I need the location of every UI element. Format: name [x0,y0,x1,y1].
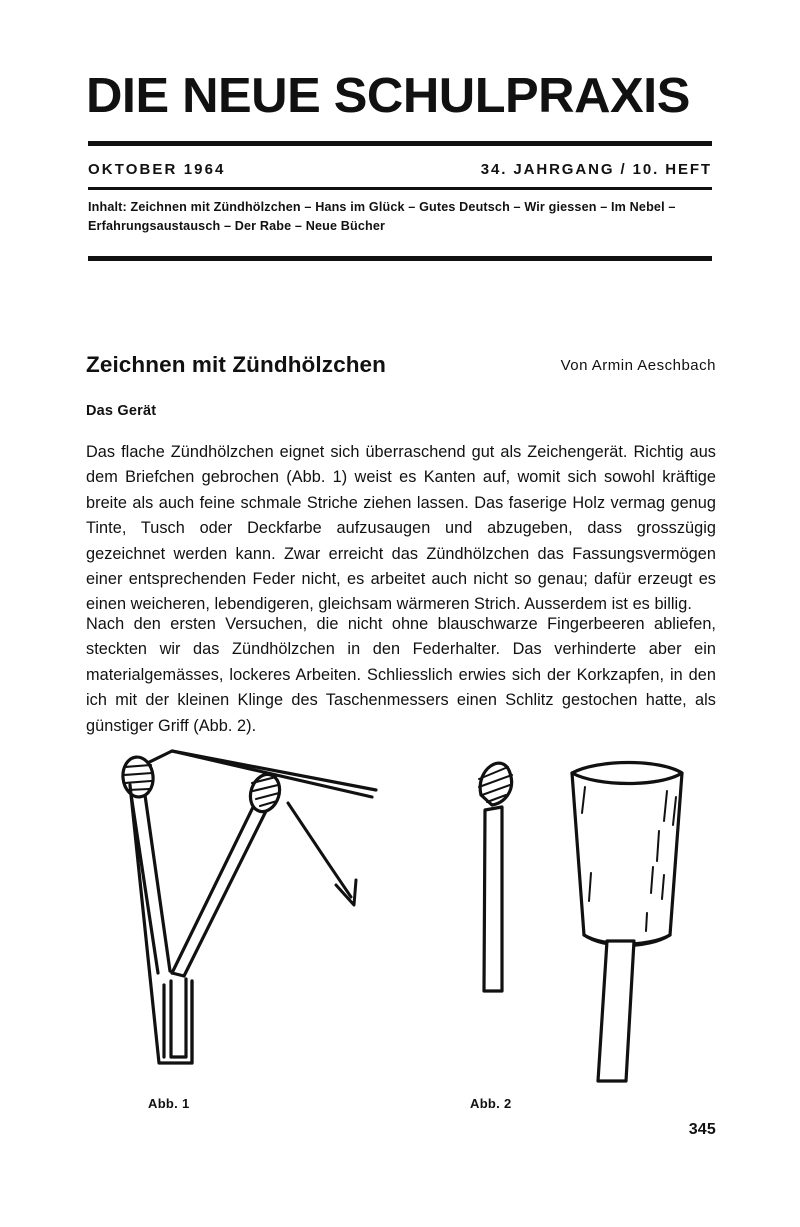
cork-body [572,763,682,945]
contents-label: Inhalt: [88,200,127,214]
figure-2-caption: Abb. 2 [470,1096,512,1111]
paragraph-text: Das flache Zündhölzchen eignet sich überraschend gut als Zeichengerät. Richtig aus dem Briefchen gebrochen (Abb. 1) weist es Kanten auf, womit sich sowohl kräftige breite als auch feine schmale Striche ziehen lassen. Das faserige Holz vermag genug Tinte, Tusch oder Deckfarbe aufzusaugen und abzugeben, dass grosszügig gezeichnet werden kann. Zwar erreicht das Zündhölzchen das Fassungsvermögen einer entsprechenden Feder nicht, es arbeitet auch nicht so genau; dafür erzeugt es einen weicheren, lebendigeren, gleichsam wärmeren Strich. Ausserdem ist es billig. [86,443,716,614]
article-subheading: Das Gerät [86,403,157,419]
matchbook-with-broken-match-illustration [100,745,400,1075]
match-broken-edge-inner [184,803,270,976]
issue-date: OKTOBER 1964 [88,160,226,178]
match-in-cork-slit [598,941,634,1081]
issue-rule-bottom [88,187,712,190]
match-stick-headless [484,807,502,991]
paragraph-text: Nach den ersten Versuchen, die nicht ohne blauschwarze Fingerbeeren abliefen, steckten wir das Zündhölzchen in den Federhalter. Das verhinderte aber ein materialgemässes, lockeres Arbeiten. Schliesslich erwies sich der Korkzapfen, in den ich mit der kleinen Klinge des Taschenmessers einen Schlitz gestochen hatte, als günstiger Griff (Abb. 2). [86,615,716,735]
motion-arrow-head [336,880,356,905]
matchbook-cover-top-edge [127,751,372,797]
figure-1-caption: Abb. 1 [148,1096,190,1111]
article-author: Von Armin Aeschbach [560,357,716,374]
motion-arrow-shaft [288,803,351,897]
header-rule-bottom [88,256,712,261]
article-title: Zeichnen mit Zündhölzchen [86,352,386,377]
issue-line [88,158,712,180]
cover-outer-left [130,785,192,1063]
match-and-cork-handle-illustration [448,735,728,1095]
match-broken-tip [172,973,184,976]
article-header [86,352,716,378]
cover-inner-left [171,979,186,1057]
journal-masthead-title: DIE NEUE SCHULPRAXIS [86,69,690,123]
page-number: 345 [688,1121,716,1138]
masthead-rule-top [88,141,712,146]
article-paragraph-1 [86,440,716,618]
figure-2 [448,735,728,1095]
issue-volume: 34. JAHRGANG / 10. HEFT [480,160,712,178]
contents-line [88,198,716,236]
figure-1 [100,745,400,1075]
contents-items: Zeichnen mit Zündhölzchen – Hans im Glück – Gutes Deutsch – Wir giessen – Im Nebel – Erfahrungsaustausch – Der Rabe – Neue Bücher [88,200,676,233]
article-paragraph-2 [86,612,716,739]
match-head-cut-off [479,763,512,805]
match-broken-edge-outer [172,797,258,973]
figure-row [0,735,800,1110]
